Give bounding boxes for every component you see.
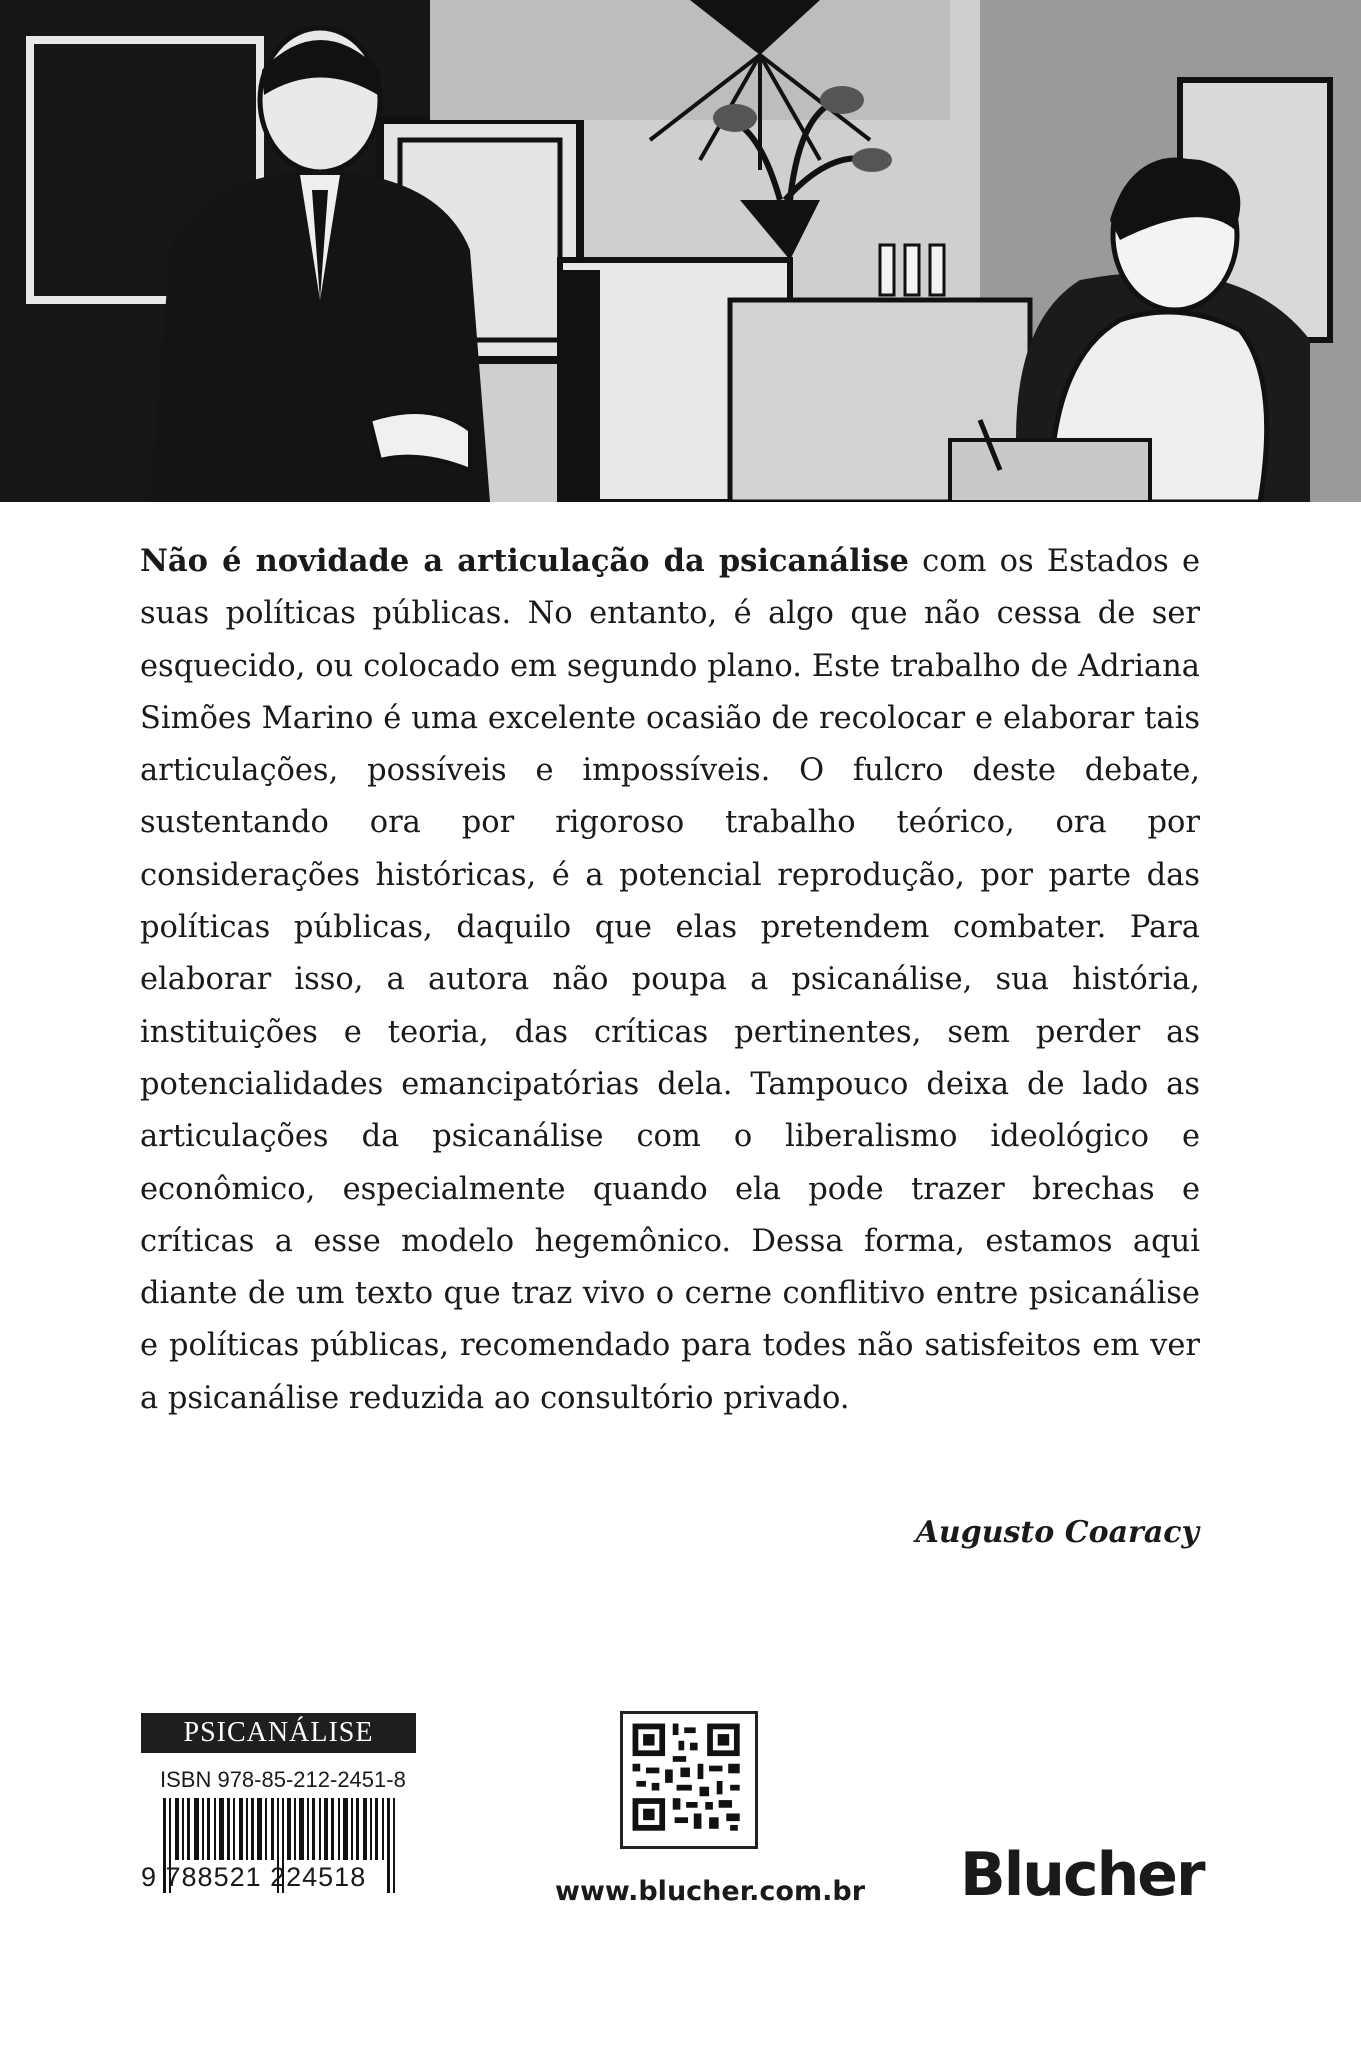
author-signature: Augusto Coaracy (915, 1515, 1199, 1550)
publisher-website: www.blucher.com.br (555, 1876, 866, 1907)
blurb-lead: Não é novidade a articulação da psicanálise (140, 543, 909, 579)
back-cover-blurb (140, 535, 1200, 1425)
illustration-therapy-session-icon (0, 0, 1361, 502)
cover-illustration (0, 0, 1361, 502)
publisher-logo: Blucher (960, 1840, 1204, 1910)
qr-code-icon (620, 1711, 758, 1849)
barcode-digits: 9 788521 224518 (141, 1862, 367, 1892)
category-label: PSICANÁLISE (141, 1713, 416, 1753)
isbn-label: ISBN 978-85-212-2451-8 (160, 1767, 406, 1792)
blurb-body: com os Estados e suas políticas públicas. No entanto, é algo que não cessa de ser esquecido, ou colocado em segundo plano. Este trabalho de Adriana Simões Marino é uma excelente ocasião de recolocar e elaborar tais articulações, possíveis e impossíveis. O fulcro deste debate, sustentando ora por rigoroso trabalho teórico, ora por considerações históricas, é a potencial reprodução, por parte das políticas públicas, daquilo que elas pretendem combater. Para elaborar isso, a autora não poupa a psicanálise, sua história, instituições e teoria, das críticas pertinentes, sem perder as potencialidades emancipatórias dela. Tampouco deixa de lado as articulações da psicanálise com o liberalismo ideológico e econômico, especialmente quando ela pode trazer brechas e críticas a esse modelo hegemônico. Dessa forma, estamos aqui diante de um texto que traz vivo o cerne conflitivo entre psicanálise e políticas públicas, recomendado para todes não satisfeitos em ver a psicanálise reduzida ao consultório privado. (140, 544, 1201, 1416)
